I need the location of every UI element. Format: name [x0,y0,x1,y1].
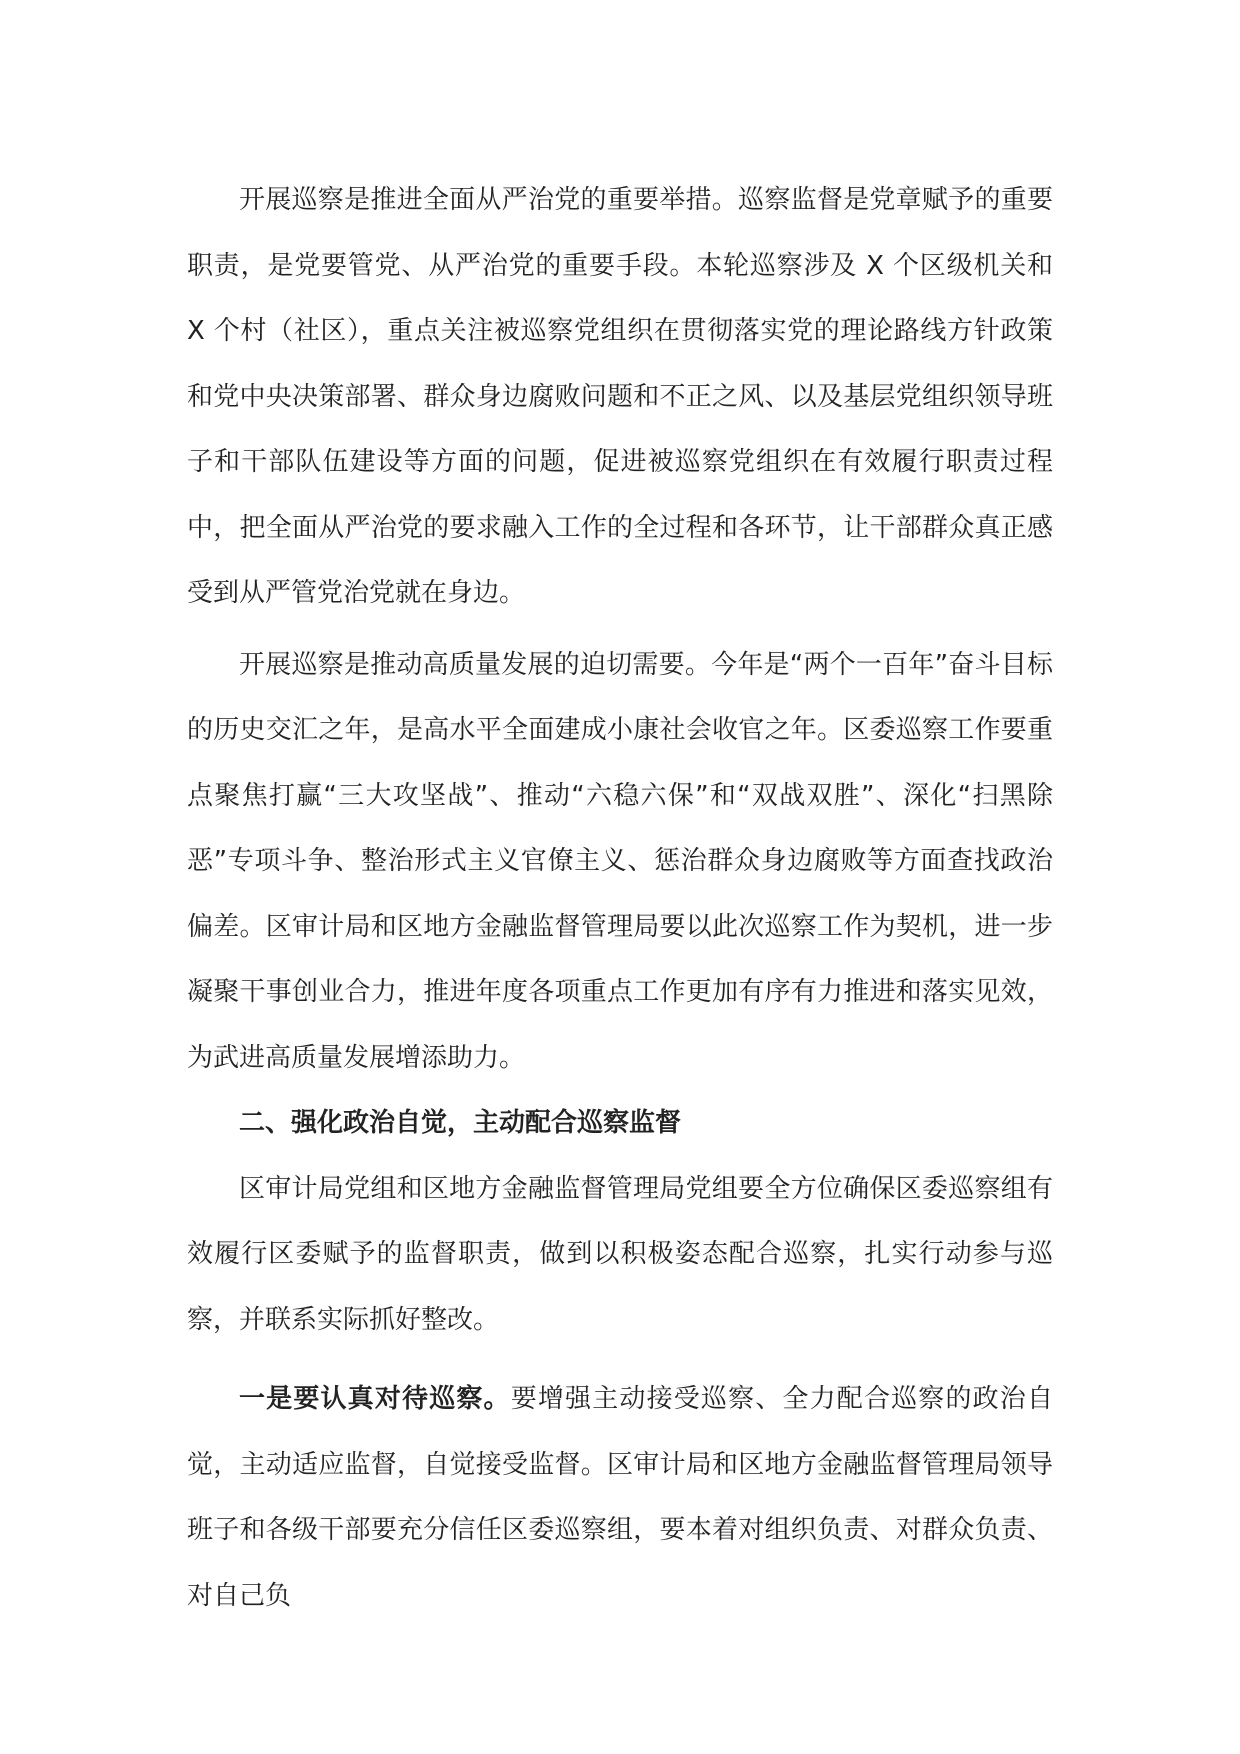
document-body [187,168,1053,1629]
item-one-lead: 一是要认真对待巡察。 [239,1384,511,1414]
paragraph-section-intro: 区审计局党组和区地方金融监督管理局党组要全方位确保区委巡察组有效履行区委赋予的监督职责，做到以积极姿态配合巡察，扎实行动参与巡察，并联系实际抓好整改。 [187,1173,1053,1335]
paragraph-item-one [187,1367,1053,1629]
paragraph-inspection-importance: 开展巡察是推进全面从严治党的重要举措。巡察监督是党章赋予的重要职责，是党要管党、从严治党的重要手段。本轮巡察涉及 X 个区级机关和 X 个村（社区），重点关注被巡察党组织在贯彻落实党的理论路线方针政策和党中央决策部署、群众身边腐败问题和不正之风、以及基层党组织领导班子和干部队伍建设等方面的问题，促进被巡察党组织在有效履行职责过程中，把全面从严治党的要求融入工作的全过程和各环节，让干部群众真正感受到从严管党治党就在身边。 [187,185,1053,608]
item-one-text: 要增强主动接受巡察、全力配合巡察的政治自觉，主动适应监督，自觉接受监督。区审计局和区地方金融监督管理局领导班子和各级干部要充分信任区委巡察组，要本着对组织负责、对群众负责、对自己负 [187,1384,1053,1611]
paragraph-high-quality-development: 开展巡察是推动高质量发展的迫切需要。今年是“两个一百年”奋斗目标的历史交汇之年，是高水平全面建成小康社会收官之年。区委巡察工作要重点聚焦打赢“三大攻坚战”、推动“六稳六保”和“双战双胜”、深化“扫黑除恶”专项斗争、整治形式主义官僚主义、惩治群众身边腐败等方面查找政治偏差。区审计局和区地方金融监督管理局要以此次巡察工作为契机，进一步凝聚干事创业合力，推进年度各项重点工作更加有序有力推进和落实见效，为武进高质量发展增添助力。 [187,649,1053,1073]
section-heading: 二、强化政治自觉，主动配合巡察监督 [239,1108,682,1138]
